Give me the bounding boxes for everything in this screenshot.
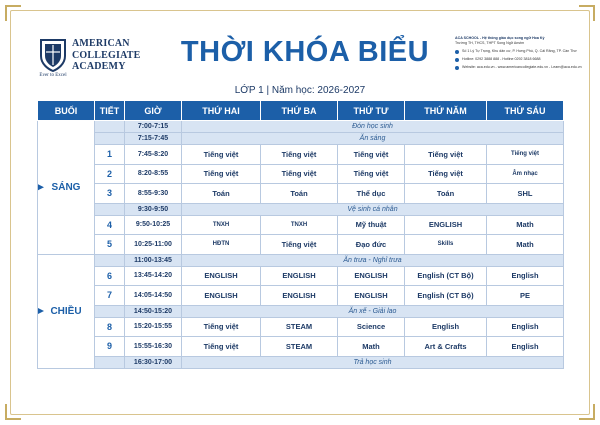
subject-cell: STEAM [261,337,338,357]
break-activity-cell: Vệ sinh cá nhân [182,203,564,215]
subject-cell: Âm nhạc [487,164,564,184]
period-cell [95,254,125,266]
subject-cell: ENGLISH [182,286,261,306]
time-cell: 7:15-7:45 [125,133,182,145]
info-address: Số 1 Lý Tự Trọng, Khu dân cư, P. Hưng Phú, Q. Cái Răng, TP. Cần Thơ [462,49,577,53]
break-row [38,356,564,368]
header-session: BUỔI [38,101,95,121]
time-cell: 11:00-13:45 [125,254,182,266]
class-year-subtitle: LỚP 1 | Năm học: 2026-2027 [234,85,366,96]
timetable [37,100,564,369]
period-cell: 7 [95,286,125,306]
subject-cell: ENGLISH [182,266,261,286]
school-info [455,36,595,70]
header-friday: THỨ SÁU [487,101,564,121]
time-cell: 9:30-9:50 [125,203,182,215]
school-name: AMERICAN COLLEGIATE ACADEMY [72,38,141,72]
session-label: SÁNG [51,181,81,193]
header-monday: THỨ HAI [182,101,261,121]
info-subtitle: Trường TH, THCS, THPT Song Ngữ Anstm [455,41,525,45]
header-tuesday: THỨ BA [261,101,338,121]
time-cell: 9:50-10:25 [125,215,182,235]
period-cell [95,356,125,368]
subject-cell: Tiếng việt [405,164,487,184]
subject-cell: Toán [182,184,261,204]
lesson-row [38,337,564,357]
session-afternoon [38,254,95,368]
subject-cell: English [487,266,564,286]
subject-cell: Tiếng việt [261,164,338,184]
period-cell: 3 [95,184,125,204]
subject-cell: ENGLISH [338,286,405,306]
time-cell: 7:00-7:15 [125,121,182,133]
subject-cell: Tiếng việt [261,235,338,255]
header-period: TIẾT [95,101,125,121]
subject-cell: Toán [261,184,338,204]
time-cell: 16:30-17:00 [125,356,182,368]
timetable-header-row [38,101,564,121]
lesson-row [38,235,564,255]
timetable-body [38,121,564,369]
corner-ornament [5,404,21,420]
subject-cell: Mỹ thuật [338,215,405,235]
subject-cell: STEAM [261,317,338,337]
time-cell: 13:45-14:20 [125,266,182,286]
corner-ornament [579,5,595,21]
break-activity-cell: Trả học sinh [182,356,564,368]
subject-cell: TNXH [182,215,261,235]
corner-ornament [5,5,21,21]
break-row [38,254,564,266]
lesson-row [38,266,564,286]
subject-cell: Skills [405,235,487,255]
subject-cell: ENGLISH [261,266,338,286]
info-phone: Hotline: 0292 3888 888 - Hotline 0292 3818 6688 [462,57,541,61]
subject-cell: English [405,317,487,337]
period-cell [95,133,125,145]
subject-cell: Tiếng việt [182,145,261,165]
lesson-row [38,184,564,204]
subject-cell: Thể dục [338,184,405,204]
period-cell [95,305,125,317]
period-cell: 1 [95,145,125,165]
subject-cell: English (CT Bộ) [405,286,487,306]
period-cell: 5 [95,235,125,255]
subject-cell: Tiếng việt [182,317,261,337]
time-cell: 10:25-11:00 [125,235,182,255]
phone-icon [455,58,459,62]
break-row [38,305,564,317]
subject-cell: Tiếng việt [487,145,564,165]
subject-cell: SHL [487,184,564,204]
session-label: CHIỀU [50,305,82,317]
period-cell: 8 [95,317,125,337]
subject-cell: ENGLISH [338,266,405,286]
time-cell: 14:05-14:50 [125,286,182,306]
subject-cell: Math [487,235,564,255]
subject-cell: Art & Crafts [405,337,487,357]
lesson-row [38,164,564,184]
lesson-row [38,145,564,165]
time-cell: 15:55-16:30 [125,337,182,357]
time-cell: 8:20-8:55 [125,164,182,184]
subject-cell: Tiếng việt [182,337,261,357]
lesson-row [38,215,564,235]
subject-cell: Tiếng việt [338,164,405,184]
info-web: Website: aca.edu.vn - www.americancollegiate.edu.vn - Learn@aca.edu.vn [462,65,582,69]
lesson-row [38,286,564,306]
time-cell: 14:50-15:20 [125,305,182,317]
period-cell: 4 [95,215,125,235]
info-title: ACA SCHOOL - Hệ thống giáo dục song ngữ Hoa Kỳ [455,36,545,40]
time-cell: 15:20-15:55 [125,317,182,337]
session-marker-icon [38,183,45,191]
subject-cell: PE [487,286,564,306]
school-motto: Ever to Excel [39,73,67,78]
subject-cell: Math [338,337,405,357]
break-row [38,133,564,145]
period-cell: 9 [95,337,125,357]
page-title: THỜI KHÓA BIỂU [180,36,430,68]
subject-cell: Science [338,317,405,337]
break-row [38,203,564,215]
lesson-row [38,317,564,337]
subject-cell: ENGLISH [405,215,487,235]
subject-cell: HĐTN [182,235,261,255]
subject-cell: English [487,317,564,337]
globe-icon [455,66,459,70]
location-icon [455,50,459,54]
break-activity-cell: Ăn trưa - Nghỉ trưa [182,254,564,266]
subject-cell: English (CT Bộ) [405,266,487,286]
break-activity-cell: Ăn xế - Giải lao [182,305,564,317]
subject-cell: ENGLISH [261,286,338,306]
corner-ornament [579,404,595,420]
subject-cell: Toán [405,184,487,204]
session-morning [38,121,95,255]
subject-cell: TNXH [261,215,338,235]
period-cell: 2 [95,164,125,184]
period-cell [95,121,125,133]
subject-cell: Math [487,215,564,235]
time-cell: 8:55-9:30 [125,184,182,204]
school-crest-icon [38,38,68,72]
period-cell [95,203,125,215]
header-wednesday: THỨ TƯ [338,101,405,121]
subject-cell: Tiếng việt [405,145,487,165]
period-cell: 6 [95,266,125,286]
header-time: GIỜ [125,101,182,121]
subject-cell: Đạo đức [338,235,405,255]
subject-cell: Tiếng việt [261,145,338,165]
break-activity-cell: Ăn sáng [182,133,564,145]
break-activity-cell: Đón học sinh [182,121,564,133]
session-marker-icon [38,307,45,315]
break-row [38,121,564,133]
subject-cell: Tiếng việt [338,145,405,165]
subject-cell: Tiếng việt [182,164,261,184]
header-thursday: THỨ NĂM [405,101,487,121]
time-cell: 7:45-8:20 [125,145,182,165]
subject-cell: English [487,337,564,357]
